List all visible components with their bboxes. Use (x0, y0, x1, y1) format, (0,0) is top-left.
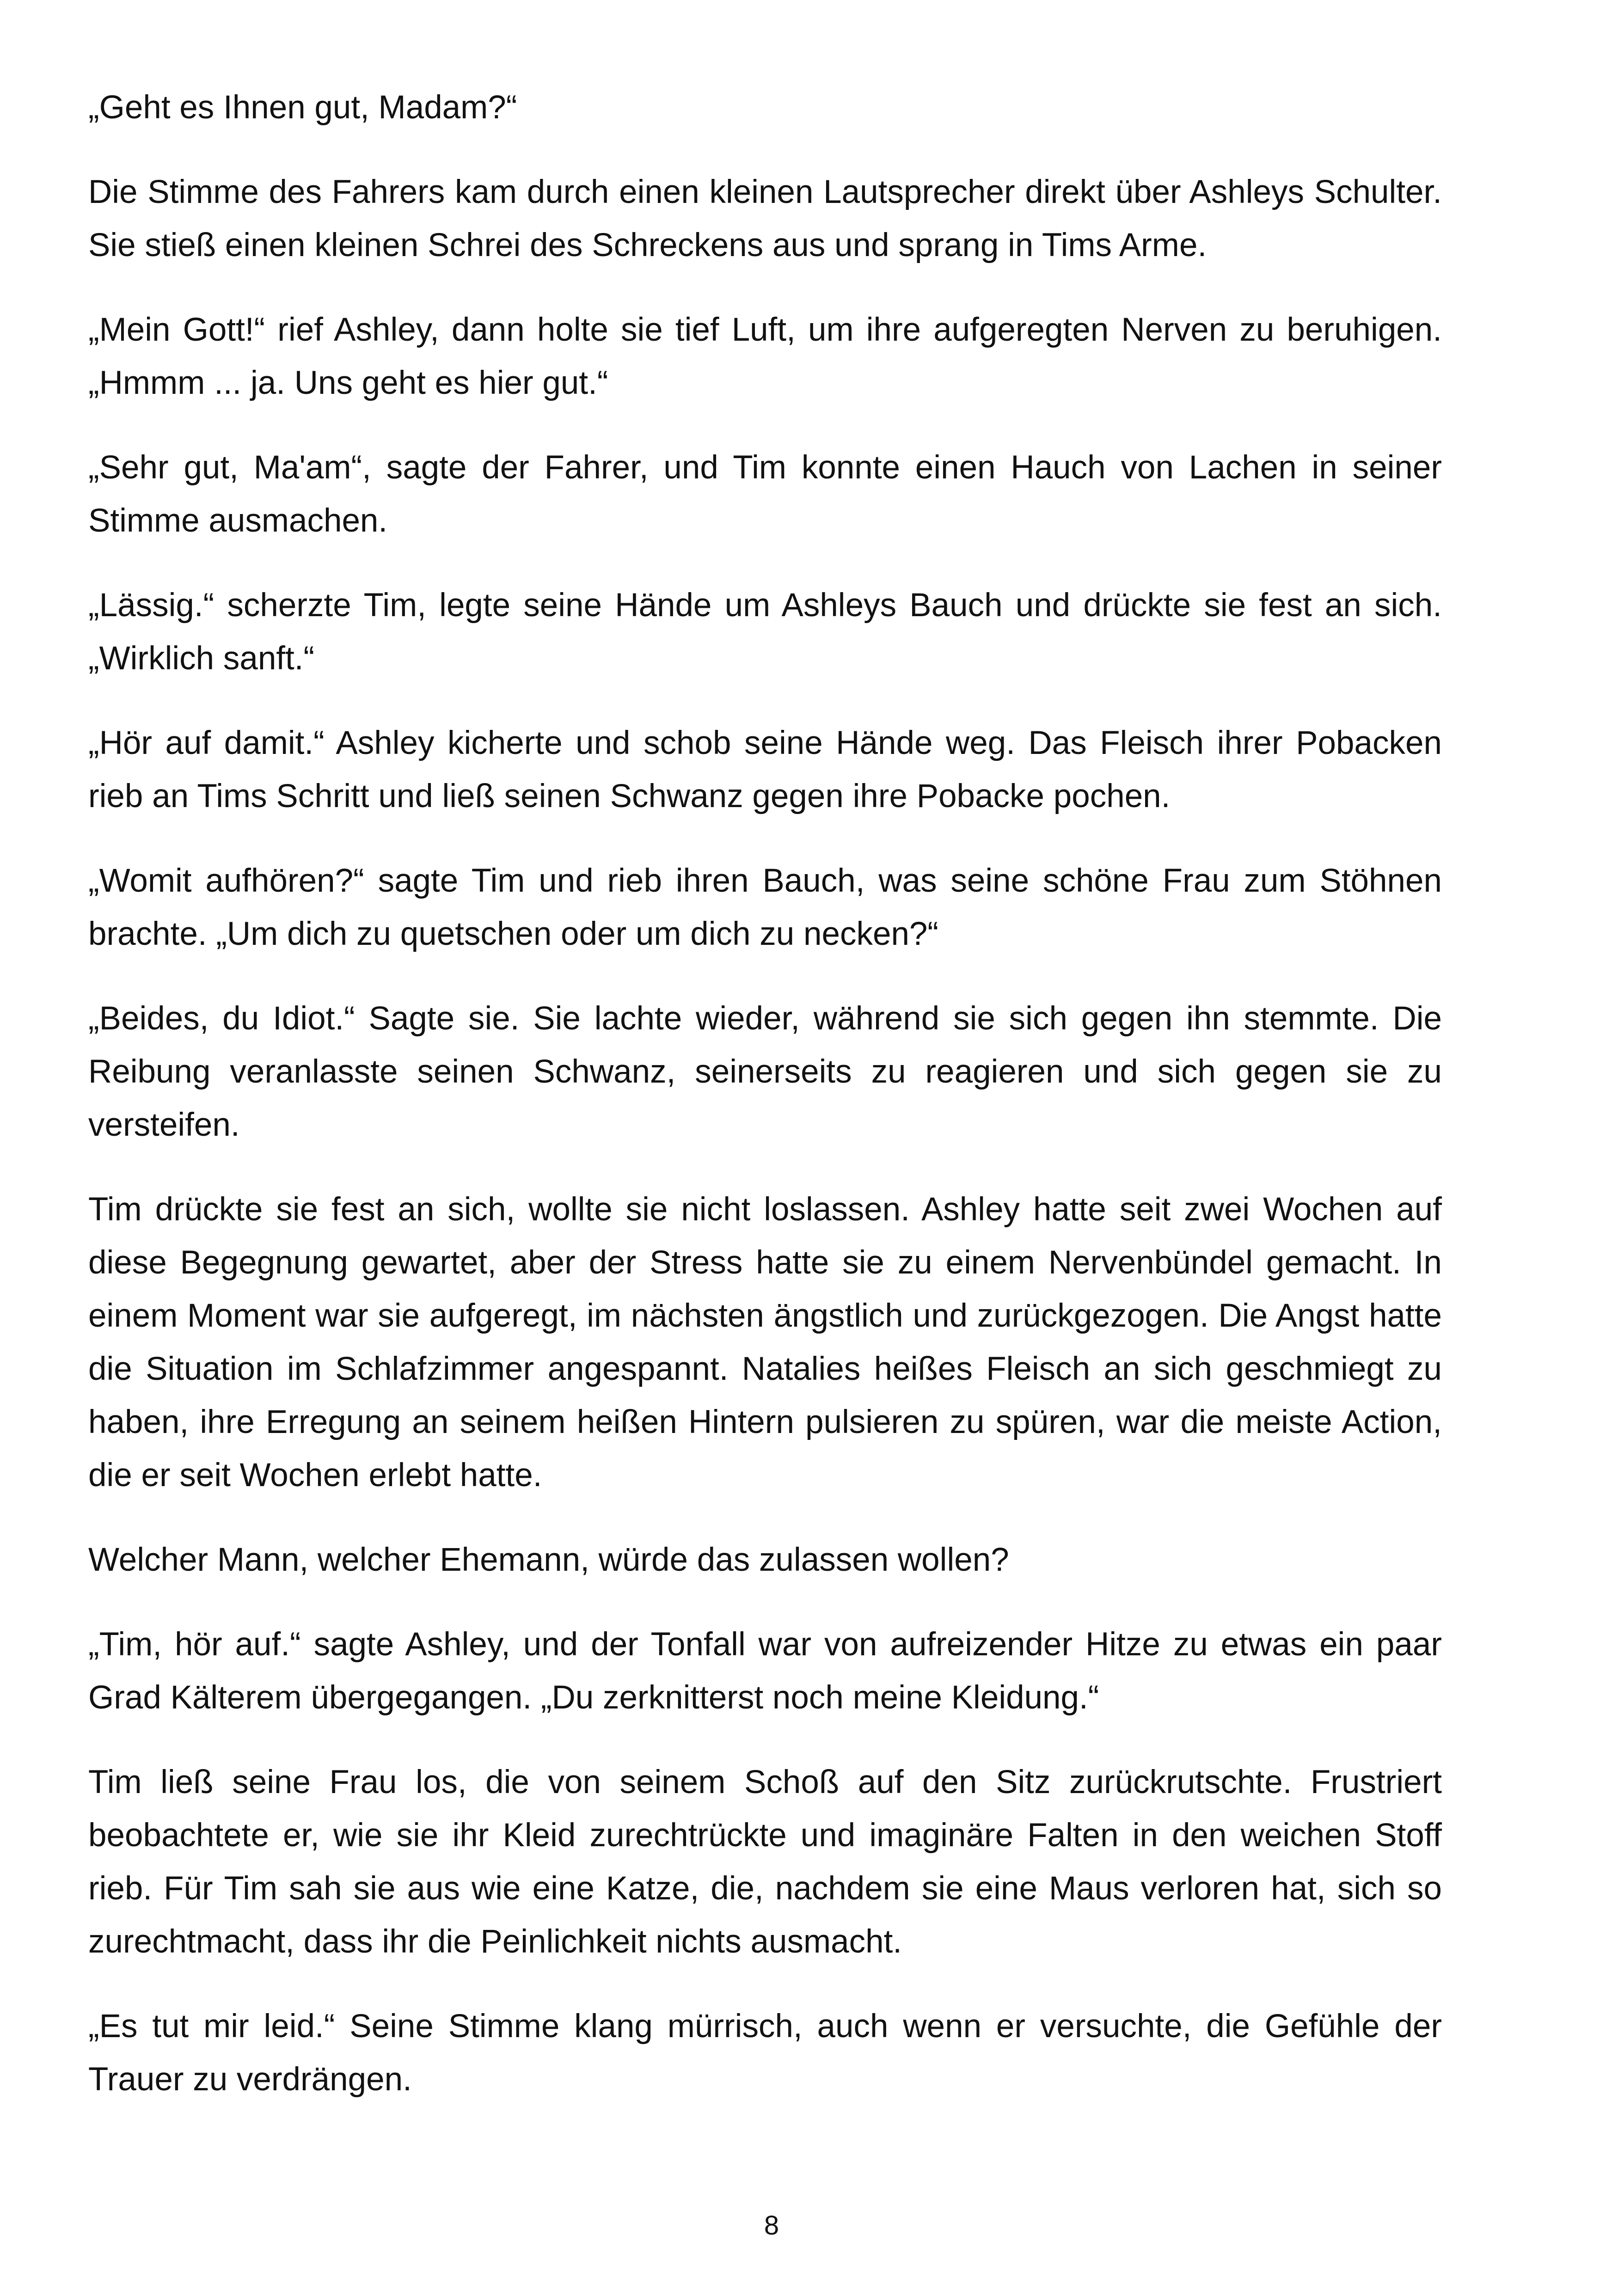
paragraph: „Hör auf damit.“ Ashley kicherte und schob seine Hände weg. Das Fleisch ihrer Pobacken rieb an Tims Schritt und ließ seinen Schwanz gegen ihre Pobacke pochen. (88, 725, 1442, 814)
paragraph: „Sehr gut, Ma'am“, sagte der Fahrer, und Tim konnte einen Hauch von Lachen in seiner Stimme ausmachen. (88, 449, 1442, 539)
page-number: 8 (764, 2210, 779, 2241)
paragraph: Welcher Mann, welcher Ehemann, würde das zulassen wollen? (88, 1542, 1009, 1578)
paragraph: Tim drückte sie fest an sich, wollte sie nicht loslassen. Ashley hatte seit zwei Wochen auf diese Begegnung gewartet, aber der Stress hatte sie zu einem Nervenbündel gemacht. In einem Moment war sie aufgeregt, im nächsten ängstlich und zurückgezogen. Die Angst hatte die Situation im Schlafzimmer angespannt. Natalies heißes Fleisch an sich geschmiegt zu haben, ihre Erregung an seinem heißen Hintern pulsieren zu spüren, war die meiste Action, die er seit Wochen erlebt hatte. (88, 1191, 1442, 1494)
paragraph: „Womit aufhören?“ sagte Tim und rieb ihren Bauch, was seine schöne Frau zum Stöhnen brachte. „Um dich zu quetschen oder um dich zu necken?“ (88, 863, 1442, 952)
paragraph: Die Stimme des Fahrers kam durch einen kleinen Lautsprecher direkt über Ashleys Schulter. Sie stieß einen kleinen Schrei des Schreckens aus und sprang in Tims Arme. (88, 174, 1442, 263)
paragraph: „Geht es Ihnen gut, Madam?“ (88, 89, 517, 126)
paragraph: „Lässig.“ scherzte Tim, legte seine Hände um Ashleys Bauch und drückte sie fest an sich. „Wirklich sanft.“ (88, 587, 1442, 677)
paragraph: „Mein Gott!“ rief Ashley, dann holte sie tief Luft, um ihre aufgeregten Nerven zu beruhigen. „Hmmm ... ja. Uns geht es hier gut.“ (88, 312, 1442, 401)
body-text (88, 81, 1442, 2137)
paragraph: „Tim, hör auf.“ sagte Ashley, und der Tonfall war von aufreizender Hitze zu etwas ein paar Grad Kälterem übergegangen. „Du zerknitterst noch meine Kleidung.“ (88, 1626, 1442, 1716)
paragraph: „Beides, du Idiot.“ Sagte sie. Sie lachte wieder, während sie sich gegen ihn stemmte. Die Reibung veranlasste seinen Schwanz, seinerseits zu reagieren und sich gegen sie zu versteifen. (88, 1000, 1442, 1143)
paragraph: „Es tut mir leid.“ Seine Stimme klang mürrisch, auch wenn er versuchte, die Gefühle der Trauer zu verdrängen. (88, 2008, 1442, 2098)
paragraph: Tim ließ seine Frau los, die von seinem Schoß auf den Sitz zurückrutschte. Frustriert beobachtete er, wie sie ihr Kleid zurechtrückte und imaginäre Falten in den weichen Stoff rieb. Für Tim sah sie aus wie eine Katze, die, nachdem sie eine Maus verloren hat, sich so zurechtmacht, dass ihr die Peinlichkeit nichts ausmacht. (88, 1764, 1442, 1960)
